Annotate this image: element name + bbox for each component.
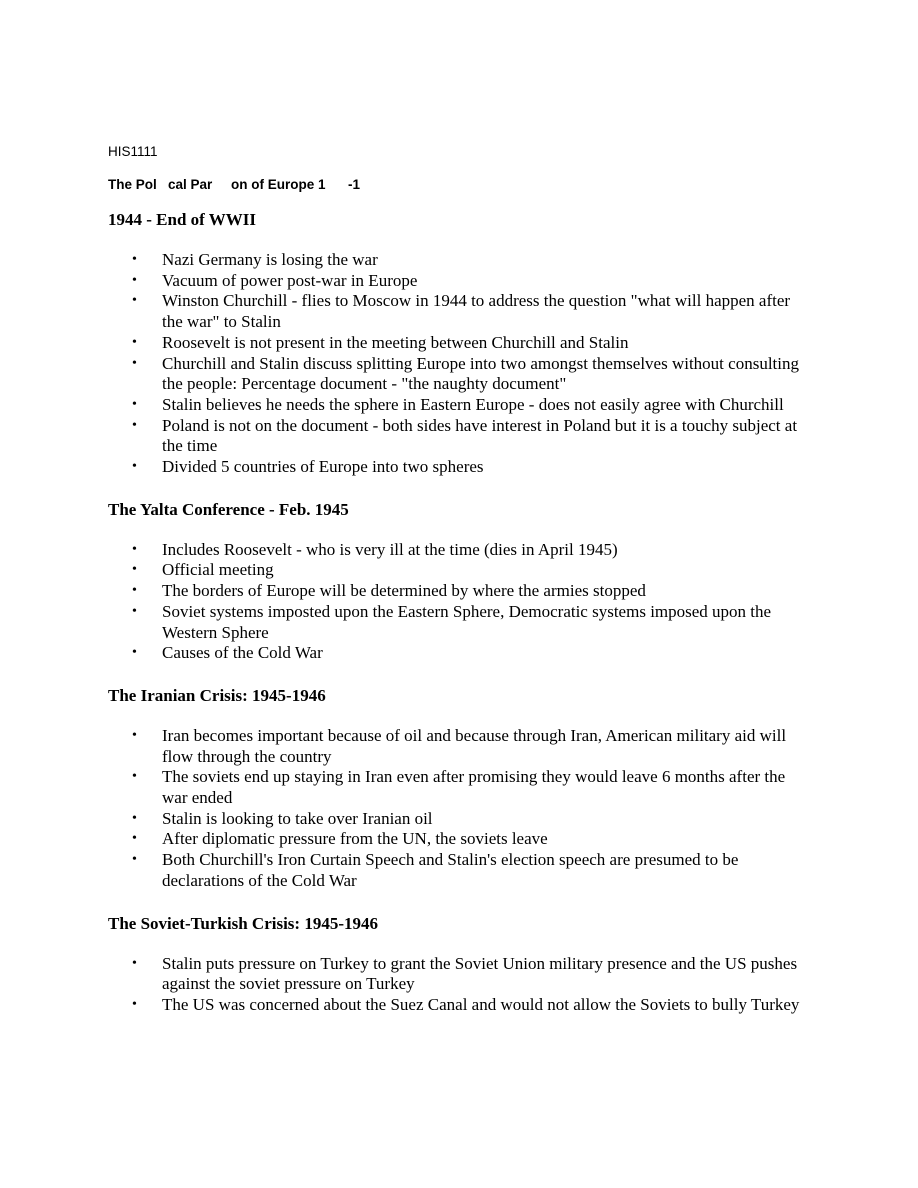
list-item-text: Soviet systems imposted upon the Eastern Sphere, Democratic systems imposed upon the Western Sphere	[162, 601, 772, 642]
list-item-text: Includes Roosevelt - who is very ill at the time (dies in April 1945)	[162, 539, 618, 559]
list-item-text: Poland is not on the document - both sides have interest in Poland but it is a touchy subject at the time	[162, 415, 798, 456]
list-item	[108, 540, 813, 561]
list-item	[108, 457, 813, 478]
bullet-icon: •	[132, 334, 137, 350]
list-item-text: Both Churchill's Iron Curtain Speech and Stalin's election speech are presumed to be declarations of the Cold War	[162, 850, 739, 890]
list-item-text: Nazi Germany is losing the war	[162, 250, 378, 269]
bullet-icon: •	[132, 852, 137, 868]
bullet-icon: •	[132, 252, 137, 267]
list-item	[108, 354, 813, 395]
list-item-text: After diplomatic pressure from the UN, the soviets leave	[162, 829, 548, 849]
list-item	[108, 643, 813, 664]
list-item-text: Winston Churchill - flies to Moscow in 1944 to address the question "what will happen after the war" to Stalin	[162, 291, 791, 332]
bullet-icon: •	[132, 459, 137, 475]
list-item	[108, 271, 813, 292]
list-item-text: Roosevelt is not present in the meeting between Churchill and Stalin	[162, 332, 629, 352]
list-item-text: Causes of the Cold War	[162, 643, 323, 663]
bullet-icon: •	[132, 355, 137, 371]
list-item-text: Divided 5 countries of Europe into two spheres	[162, 457, 484, 477]
bullet-icon: •	[132, 727, 137, 743]
bullet-list	[108, 250, 813, 478]
bullet-list	[108, 954, 813, 1016]
list-item-text: Churchill and Stalin discuss splitting Europe into two amongst themselves without consulting the people: Percentage document - "the naughty document"	[162, 353, 799, 394]
course-code: HIS1111	[108, 144, 158, 159]
section-heading: The Soviet-Turkish Crisis: 1945-1946	[108, 913, 378, 933]
list-item-text: The borders of Europe will be determined by where the armies stopped	[162, 581, 646, 601]
list-item-text: The US was concerned about the Suez Canal and would not allow the Soviets to bully Turkey	[162, 994, 800, 1014]
document-body	[108, 209, 813, 1016]
section-heading: The Iranian Crisis: 1945-1946	[108, 685, 326, 705]
bullet-icon: •	[132, 541, 137, 557]
list-item	[108, 250, 813, 271]
bullet-icon: •	[132, 810, 137, 826]
list-item-text: Official meeting	[162, 560, 274, 580]
list-item	[108, 809, 813, 830]
bullet-icon: •	[132, 769, 137, 785]
bullet-icon: •	[132, 417, 137, 433]
list-item	[108, 333, 813, 354]
bullet-icon: •	[132, 831, 137, 847]
list-item-text: Iran becomes important because of oil and because through Iran, American military aid will flow through the country	[162, 725, 787, 766]
bullet-icon: •	[132, 603, 137, 619]
list-item	[108, 395, 813, 416]
list-item-text: Stalin is looking to take over Iranian oil	[162, 808, 433, 828]
list-item	[108, 416, 813, 457]
document-title: The Pol cal Par on of Europe 1 -1	[108, 177, 361, 192]
list-item	[108, 995, 813, 1016]
document-page	[108, 143, 813, 1037]
bullet-list	[108, 726, 813, 892]
list-item-text: Stalin believes he needs the sphere in Eastern Europe - does not easily agree with Churchill	[162, 394, 784, 414]
list-item	[108, 829, 813, 850]
list-item	[108, 602, 813, 643]
bullet-icon: •	[132, 272, 137, 288]
bullet-icon: •	[132, 645, 137, 661]
list-item-text: Stalin puts pressure on Turkey to grant the Soviet Union military presence and the US pushes against the soviet pressure on Turkey	[162, 953, 798, 994]
bullet-list	[108, 540, 813, 664]
section-heading: 1944 - End of WWII	[108, 210, 256, 229]
list-item	[108, 954, 813, 995]
list-item	[108, 726, 813, 767]
bullet-icon: •	[132, 996, 137, 1012]
bullet-icon: •	[132, 396, 137, 412]
list-item	[108, 291, 813, 332]
bullet-icon: •	[132, 583, 137, 599]
list-item	[108, 850, 813, 891]
section-heading: The Yalta Conference - Feb. 1945	[108, 499, 349, 519]
bullet-icon: •	[132, 293, 137, 309]
list-item-text: The soviets end up staying in Iran even after promising they would leave 6 months after the war ended	[162, 767, 786, 808]
list-item-text: Vacuum of power post-war in Europe	[162, 270, 418, 290]
list-item	[108, 581, 813, 602]
bullet-icon: •	[132, 562, 137, 578]
list-item	[108, 767, 813, 808]
list-item	[108, 560, 813, 581]
bullet-icon: •	[132, 955, 137, 971]
